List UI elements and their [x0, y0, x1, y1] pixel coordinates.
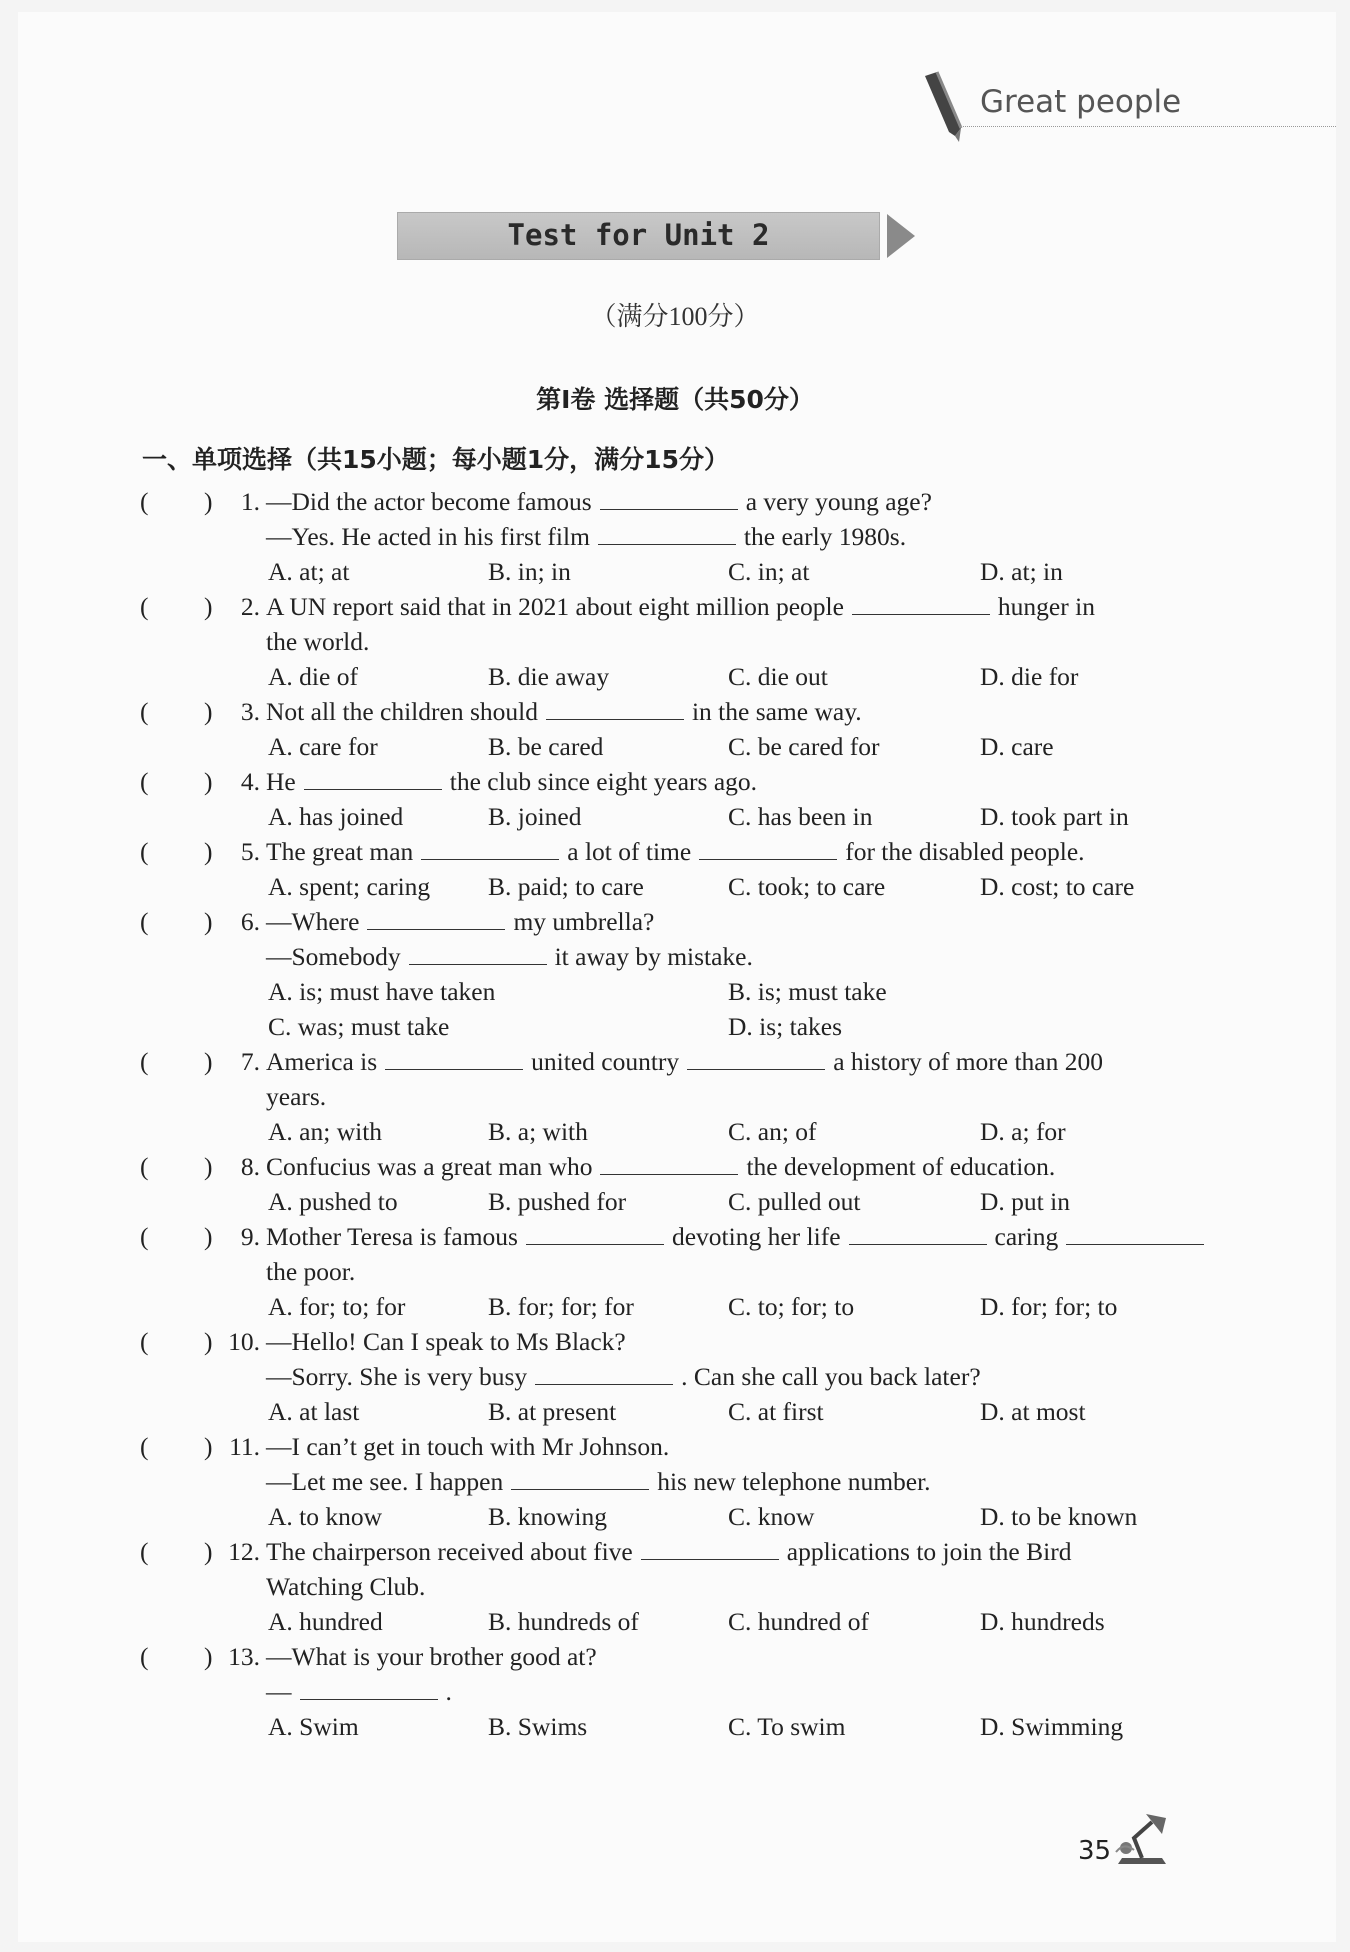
question-text-segment: —Sorry. She is very busy	[266, 1362, 528, 1391]
question-line	[0, 1429, 1350, 1464]
question-list	[0, 484, 1350, 1744]
option-choice[interactable]: C. hundred of	[728, 1607, 869, 1636]
question-text-segment: The chairperson received about five	[266, 1537, 633, 1566]
question-line	[0, 1219, 1350, 1254]
option-row	[0, 1289, 1350, 1324]
question-line	[0, 1569, 1350, 1604]
question-number: 6.	[240, 907, 260, 936]
answer-bracket-left: (	[140, 697, 149, 726]
option-choice[interactable]: C. in; at	[728, 557, 810, 586]
option-row	[0, 1184, 1350, 1219]
full-mark: （满分100分）	[590, 302, 760, 331]
question-text	[266, 764, 757, 799]
question-line	[0, 589, 1350, 624]
option-row	[0, 1499, 1350, 1534]
option-row	[0, 659, 1350, 694]
question-number: 8.	[240, 1152, 260, 1181]
banner-arrow-icon	[887, 214, 915, 258]
option-choice[interactable]: A. care for	[268, 732, 378, 761]
question-item	[0, 1219, 1350, 1324]
question-text-segment: —Yes. He acted in his first film	[266, 522, 590, 551]
option-choice[interactable]: B. be cared	[488, 732, 604, 761]
question-text-segment: A UN report said that in 2021 about eight million people	[266, 592, 844, 621]
question-text-segment: He	[266, 767, 296, 796]
answer-bracket-left: (	[140, 1537, 149, 1566]
question-text-segment: a very young age?	[745, 487, 932, 516]
question-text	[266, 1534, 1071, 1569]
question-text-segment: my umbrella?	[513, 907, 655, 936]
answer-blank[interactable]	[367, 907, 505, 930]
question-text	[266, 1639, 597, 1674]
question-text-segment: America is	[266, 1047, 378, 1076]
question-line	[0, 519, 1350, 554]
answer-blank[interactable]	[511, 1467, 649, 1490]
option-choice[interactable]: D. is; takes	[728, 1012, 843, 1041]
paper-title: 第Ⅰ卷 选择题（共50分）	[536, 385, 814, 414]
option-choice[interactable]: C. was; must take	[268, 1012, 450, 1041]
question-number: 2.	[240, 592, 260, 621]
answer-bracket-right: )	[204, 1047, 213, 1076]
question-line	[0, 1639, 1350, 1674]
question-text-segment: —Did the actor become famous	[266, 487, 592, 516]
question-text	[266, 1429, 669, 1464]
question-text-segment: united country	[531, 1047, 680, 1076]
answer-bracket-right: )	[204, 1642, 213, 1671]
answer-blank[interactable]	[600, 487, 738, 510]
question-item	[0, 1639, 1350, 1744]
option-choice[interactable]: A. hundred	[268, 1607, 383, 1636]
question-line	[0, 1149, 1350, 1184]
question-text-segment: —Hello! Can I speak to Ms Black?	[266, 1327, 626, 1356]
question-text-segment: —I can’t get in touch with Mr Johnson.	[266, 1432, 670, 1461]
answer-blank[interactable]	[600, 1152, 738, 1175]
answer-bracket-right: )	[204, 487, 213, 516]
answer-blank[interactable]	[385, 1047, 523, 1070]
question-number: 1.	[240, 487, 260, 516]
option-choice[interactable]: C. pulled out	[728, 1187, 861, 1216]
header-title: Great people	[980, 84, 1182, 120]
question-item	[0, 694, 1350, 764]
option-choice[interactable]: B. is; must take	[728, 977, 887, 1006]
option-choice[interactable]: A. spent; caring	[268, 872, 431, 901]
option-choice[interactable]: C. an; of	[728, 1117, 817, 1146]
answer-blank[interactable]	[526, 1222, 664, 1245]
option-choice[interactable]: D. put in	[980, 1187, 1070, 1216]
answer-blank[interactable]	[687, 1047, 825, 1070]
option-choice[interactable]: A. at; at	[268, 557, 350, 586]
option-choice[interactable]: D. hundreds	[980, 1607, 1105, 1636]
question-line	[0, 1359, 1350, 1394]
answer-bracket-right: )	[204, 837, 213, 866]
answer-bracket-right: )	[204, 1327, 213, 1356]
option-choice[interactable]: B. for; for; for	[488, 1292, 634, 1321]
answer-blank[interactable]	[300, 1677, 438, 1700]
question-text-segment: .	[445, 1677, 452, 1706]
question-text-segment: —Somebody	[266, 942, 401, 971]
question-text	[266, 1324, 626, 1359]
question-text-segment: . Can she call you back later?	[681, 1362, 981, 1391]
option-choice[interactable]: B. pushed for	[488, 1187, 627, 1216]
question-line	[0, 484, 1350, 519]
question-text-continued: years.	[266, 1082, 327, 1111]
question-line	[0, 939, 1350, 974]
question-text	[266, 1044, 1103, 1079]
option-choice[interactable]: B. at present	[488, 1397, 617, 1426]
question-item	[0, 484, 1350, 589]
question-line	[0, 1464, 1350, 1499]
question-text	[266, 834, 1085, 869]
question-text-segment: caring	[994, 1222, 1059, 1251]
question-number: 7.	[240, 1047, 260, 1076]
question-text	[266, 694, 862, 729]
answer-bracket-right: )	[204, 1432, 213, 1461]
answer-blank[interactable]	[409, 942, 547, 965]
option-choice[interactable]: C. has been in	[728, 802, 873, 831]
question-text-segment: his new telephone number.	[657, 1467, 931, 1496]
option-choice[interactable]: D. for; for; to	[980, 1292, 1118, 1321]
option-row	[0, 1394, 1350, 1429]
answer-bracket-left: (	[140, 1432, 149, 1461]
header-divider	[960, 126, 1336, 127]
question-text-segment: The great man	[266, 837, 414, 866]
question-text	[266, 1219, 1212, 1254]
question-text-segment: it away by mistake.	[554, 942, 753, 971]
option-choice[interactable]: D. die for	[980, 662, 1079, 691]
test-title: Test for Unit 2	[507, 218, 770, 252]
question-text-segment: a lot of time	[567, 837, 692, 866]
option-choice[interactable]: B. paid; to care	[488, 872, 644, 901]
option-choice[interactable]: B. Swims	[488, 1712, 588, 1741]
option-choice[interactable]: B. in; in	[488, 557, 571, 586]
question-text	[266, 484, 932, 519]
answer-bracket-left: (	[140, 907, 149, 936]
answer-blank[interactable]	[535, 1362, 673, 1385]
option-choice[interactable]: D. a; for	[980, 1117, 1066, 1146]
section-title: 一、单项选择（共15小题；每小题1分，满分15分）	[142, 445, 729, 474]
question-number: 4.	[240, 767, 260, 796]
question-text-segment: —Where	[266, 907, 360, 936]
option-choice[interactable]: C. know	[728, 1502, 815, 1531]
option-choice[interactable]: B. a; with	[488, 1117, 588, 1146]
option-choice[interactable]: B. joined	[488, 802, 582, 831]
answer-blank[interactable]	[699, 837, 837, 860]
option-choice[interactable]: A. an; with	[268, 1117, 383, 1146]
question-text-segment: —	[266, 1677, 292, 1706]
question-number: 3.	[240, 697, 260, 726]
answer-bracket-left: (	[140, 767, 149, 796]
question-text	[266, 904, 654, 939]
option-choice[interactable]: A. for; to; for	[268, 1292, 406, 1321]
option-choice[interactable]: C. die out	[728, 662, 828, 691]
option-choice[interactable]: D. at most	[980, 1397, 1086, 1426]
option-choice[interactable]: A. Swim	[268, 1712, 359, 1741]
question-line	[0, 1254, 1350, 1289]
question-text-segment: Not all the children should	[266, 697, 538, 726]
answer-bracket-right: )	[204, 767, 213, 796]
question-item	[0, 1149, 1350, 1219]
question-line	[0, 1324, 1350, 1359]
question-line	[0, 624, 1350, 659]
question-number: 12.	[228, 1537, 260, 1566]
option-choice[interactable]: A. at last	[268, 1397, 360, 1426]
question-number: 10.	[228, 1327, 260, 1356]
question-item	[0, 1324, 1350, 1429]
answer-bracket-right: )	[204, 907, 213, 936]
option-choice[interactable]: A. has joined	[268, 802, 404, 831]
option-choice[interactable]: C. took; to care	[728, 872, 886, 901]
answer-bracket-right: )	[204, 697, 213, 726]
answer-blank[interactable]	[598, 522, 736, 545]
answer-bracket-right: )	[204, 1152, 213, 1181]
option-choice[interactable]: D. took part in	[980, 802, 1129, 831]
page-number: 35	[1078, 1836, 1112, 1866]
answer-bracket-left: (	[140, 1152, 149, 1181]
answer-blank[interactable]	[849, 1222, 987, 1245]
question-text-segment: for the disabled people.	[845, 837, 1085, 866]
test-banner	[397, 212, 880, 260]
answer-bracket-left: (	[140, 1222, 149, 1251]
option-choice[interactable]: B. knowing	[488, 1502, 608, 1531]
option-choice[interactable]: B. die away	[488, 662, 610, 691]
question-item	[0, 589, 1350, 694]
option-choice[interactable]: A. pushed to	[268, 1187, 398, 1216]
question-text-segment: the early 1980s.	[743, 522, 907, 551]
option-choice[interactable]: D. to be known	[980, 1502, 1138, 1531]
option-choice[interactable]: A. to know	[268, 1502, 383, 1531]
question-text-segment: the club since eight years ago.	[449, 767, 758, 796]
question-text-segment: in the same way.	[691, 697, 862, 726]
question-text	[266, 519, 906, 554]
question-text	[266, 589, 1095, 624]
question-text-continued: the poor.	[266, 1257, 356, 1286]
option-choice[interactable]: A. die of	[268, 662, 358, 691]
option-choice[interactable]: B. hundreds of	[488, 1607, 639, 1636]
question-text-segment: applications to join the Bird	[786, 1537, 1072, 1566]
option-row	[0, 1114, 1350, 1149]
option-choice[interactable]: C. to; for; to	[728, 1292, 855, 1321]
question-text-segment: hunger in	[997, 592, 1095, 621]
question-line	[0, 694, 1350, 729]
answer-bracket-left: (	[140, 1047, 149, 1076]
answer-bracket-left: (	[140, 837, 149, 866]
option-choice[interactable]: C. at first	[728, 1397, 824, 1426]
answer-blank[interactable]	[852, 592, 990, 615]
question-text	[266, 1149, 1055, 1184]
answer-bracket-left: (	[140, 487, 149, 516]
question-text	[266, 1674, 452, 1709]
option-choice[interactable]: D. care	[980, 732, 1054, 761]
question-text-segment: Confucius was a great man who	[266, 1152, 593, 1181]
option-row	[0, 1009, 1350, 1044]
answer-bracket-right: )	[204, 592, 213, 621]
question-text-segment: —What is your brother good at?	[266, 1642, 597, 1671]
option-choice[interactable]: D. at; in	[980, 557, 1063, 586]
option-row	[0, 1709, 1350, 1744]
question-item	[0, 1534, 1350, 1639]
question-text-segment: a history of more than 200	[833, 1047, 1104, 1076]
answer-bracket-left: (	[140, 1642, 149, 1671]
answer-bracket-left: (	[140, 1327, 149, 1356]
question-line	[0, 1044, 1350, 1079]
option-row	[0, 1604, 1350, 1639]
option-row	[0, 799, 1350, 834]
question-item	[0, 1044, 1350, 1149]
question-number: 11.	[229, 1432, 260, 1461]
question-text-segment: the development of education.	[746, 1152, 1056, 1181]
question-text	[266, 939, 753, 974]
question-line	[0, 764, 1350, 799]
question-text-continued: Watching Club.	[266, 1572, 426, 1601]
answer-bracket-left: (	[140, 592, 149, 621]
question-text-segment: —Let me see. I happen	[266, 1467, 504, 1496]
option-choice[interactable]: D. Swimming	[980, 1712, 1124, 1741]
option-row	[0, 974, 1350, 1009]
question-text	[266, 1464, 931, 1499]
desk-lamp-icon	[1112, 1808, 1174, 1870]
answer-blank[interactable]	[641, 1537, 779, 1560]
option-row	[0, 869, 1350, 904]
question-text-segment: Mother Teresa is famous	[266, 1222, 518, 1251]
answer-bracket-right: )	[204, 1222, 213, 1251]
question-item	[0, 764, 1350, 834]
answer-blank[interactable]	[1066, 1222, 1204, 1245]
option-choice[interactable]: C. To swim	[728, 1712, 846, 1741]
question-line	[0, 834, 1350, 869]
question-line	[0, 1079, 1350, 1114]
question-line	[0, 1534, 1350, 1569]
answer-blank[interactable]	[421, 837, 559, 860]
question-text-continued: the world.	[266, 627, 370, 656]
question-item	[0, 904, 1350, 1044]
option-choice[interactable]: D. cost; to care	[980, 872, 1135, 901]
question-item	[0, 1429, 1350, 1534]
question-line	[0, 904, 1350, 939]
question-number: 5.	[240, 837, 260, 866]
option-row	[0, 729, 1350, 764]
question-text-segment: devoting her life	[671, 1222, 841, 1251]
question-line	[0, 1674, 1350, 1709]
question-number: 9.	[240, 1222, 260, 1251]
option-choice[interactable]: A. is; must have taken	[268, 977, 496, 1006]
option-choice[interactable]: C. be cared for	[728, 732, 880, 761]
answer-blank[interactable]	[304, 767, 442, 790]
question-text	[266, 1359, 981, 1394]
pen-icon	[915, 70, 975, 142]
option-row	[0, 554, 1350, 589]
answer-bracket-right: )	[204, 1537, 213, 1566]
question-item	[0, 834, 1350, 904]
question-number: 13.	[228, 1642, 260, 1671]
answer-blank[interactable]	[546, 697, 684, 720]
